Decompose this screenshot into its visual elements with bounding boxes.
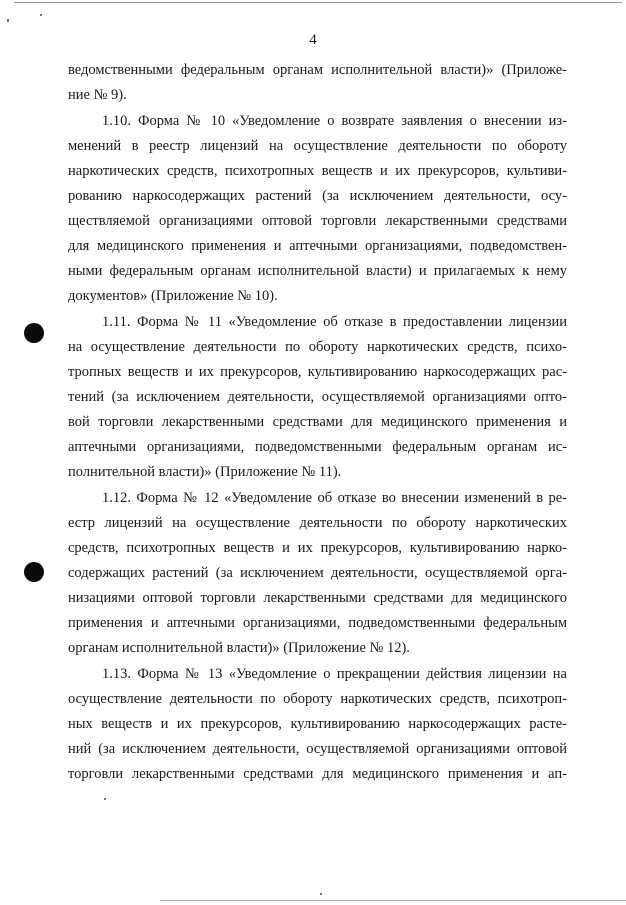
text-line: менений в реестр лицензий на осуществление деятельности по обороту [68, 138, 567, 154]
scan-speck [320, 893, 322, 895]
text-line: тений (за исключением деятельности, осуществляемой организациями опто- [68, 389, 567, 405]
scan-speck [104, 798, 106, 800]
text-line: вой торговли лекарственными средствами для медицинского применения и [68, 414, 567, 430]
top-scan-edge-line [14, 2, 622, 3]
text-line: наркотических средств, психотропных веществ и их прекурсоров, культиви- [68, 163, 567, 179]
text-line: полнительной власти)» (Приложение № 11). [68, 464, 342, 480]
text-line: естр лицензий на осуществление деятельности по обороту наркотических [68, 515, 567, 531]
scan-speck [40, 14, 42, 16]
text-line: 1.11. Форма № 11 «Уведомление об отказе в предоставлении лицензии [102, 314, 567, 330]
text-line: 1.10. Форма № 10 «Уведомление о возврате заявления о внесении из- [102, 113, 567, 129]
text-line: тропных веществ и их прекурсоров, культивированию наркосодержащих рас- [68, 364, 567, 380]
text-line: 1.12. Форма № 12 «Уведомление об отказе во внесении изменений в ре- [102, 490, 567, 506]
text-line: ведомственными федеральным органам исполнительной власти)» (Приложе- [68, 62, 567, 78]
text-line: рованию наркосодержащих растений (за исключением деятельности, осу- [68, 188, 567, 204]
scan-speck [7, 19, 9, 22]
text-line: ний (за исключением деятельности, осуществляемой организациями оптовой [68, 741, 567, 757]
bottom-scan-edge-line [160, 900, 626, 901]
text-line: документов» (Приложение № 10). [68, 288, 278, 304]
text-line: применения и аптечными организациями, подведомственными федеральным [68, 615, 567, 631]
text-line: ных веществ и их прекурсоров, культивированию наркосодержащих расте- [68, 716, 567, 732]
text-line: ществляемой организациями оптовой торговли лекарственными средствами [68, 213, 567, 229]
text-line: средств, психотропных веществ и их прекурсоров, культивированию нарко- [68, 540, 567, 556]
text-line: низациями оптовой торговли лекарственными средствами для медицинского [68, 590, 567, 606]
text-line: для медицинского применения и аптечными организациями, подведомствен- [68, 238, 567, 254]
text-line: содержащих растений (за исключением деятельности, осуществляемой орга- [68, 565, 567, 581]
page-number: 4 [309, 32, 317, 48]
text-line: осуществление деятельности по обороту наркотических средств, психотроп- [68, 691, 567, 707]
text-line: 1.13. Форма № 13 «Уведомление о прекращении действия лицензии на [102, 666, 567, 682]
text-line: на осуществление деятельности по обороту наркотических средств, психо- [68, 339, 567, 355]
punch-hole-upper [24, 323, 44, 343]
text-line: ными федеральным органам исполнительной власти) и прилагаемых к нему [68, 263, 567, 279]
document-body [68, 58, 567, 787]
punch-hole-lower [24, 562, 44, 582]
text-line: аптечными организациями, подведомственными федеральным органам ис- [68, 439, 567, 455]
text-line: ние № 9). [68, 87, 127, 103]
text-line: торговли лекарственными средствами для медицинского применения и ап- [68, 766, 567, 782]
text-line: органам исполнительной власти)» (Приложение № 12). [68, 640, 410, 656]
